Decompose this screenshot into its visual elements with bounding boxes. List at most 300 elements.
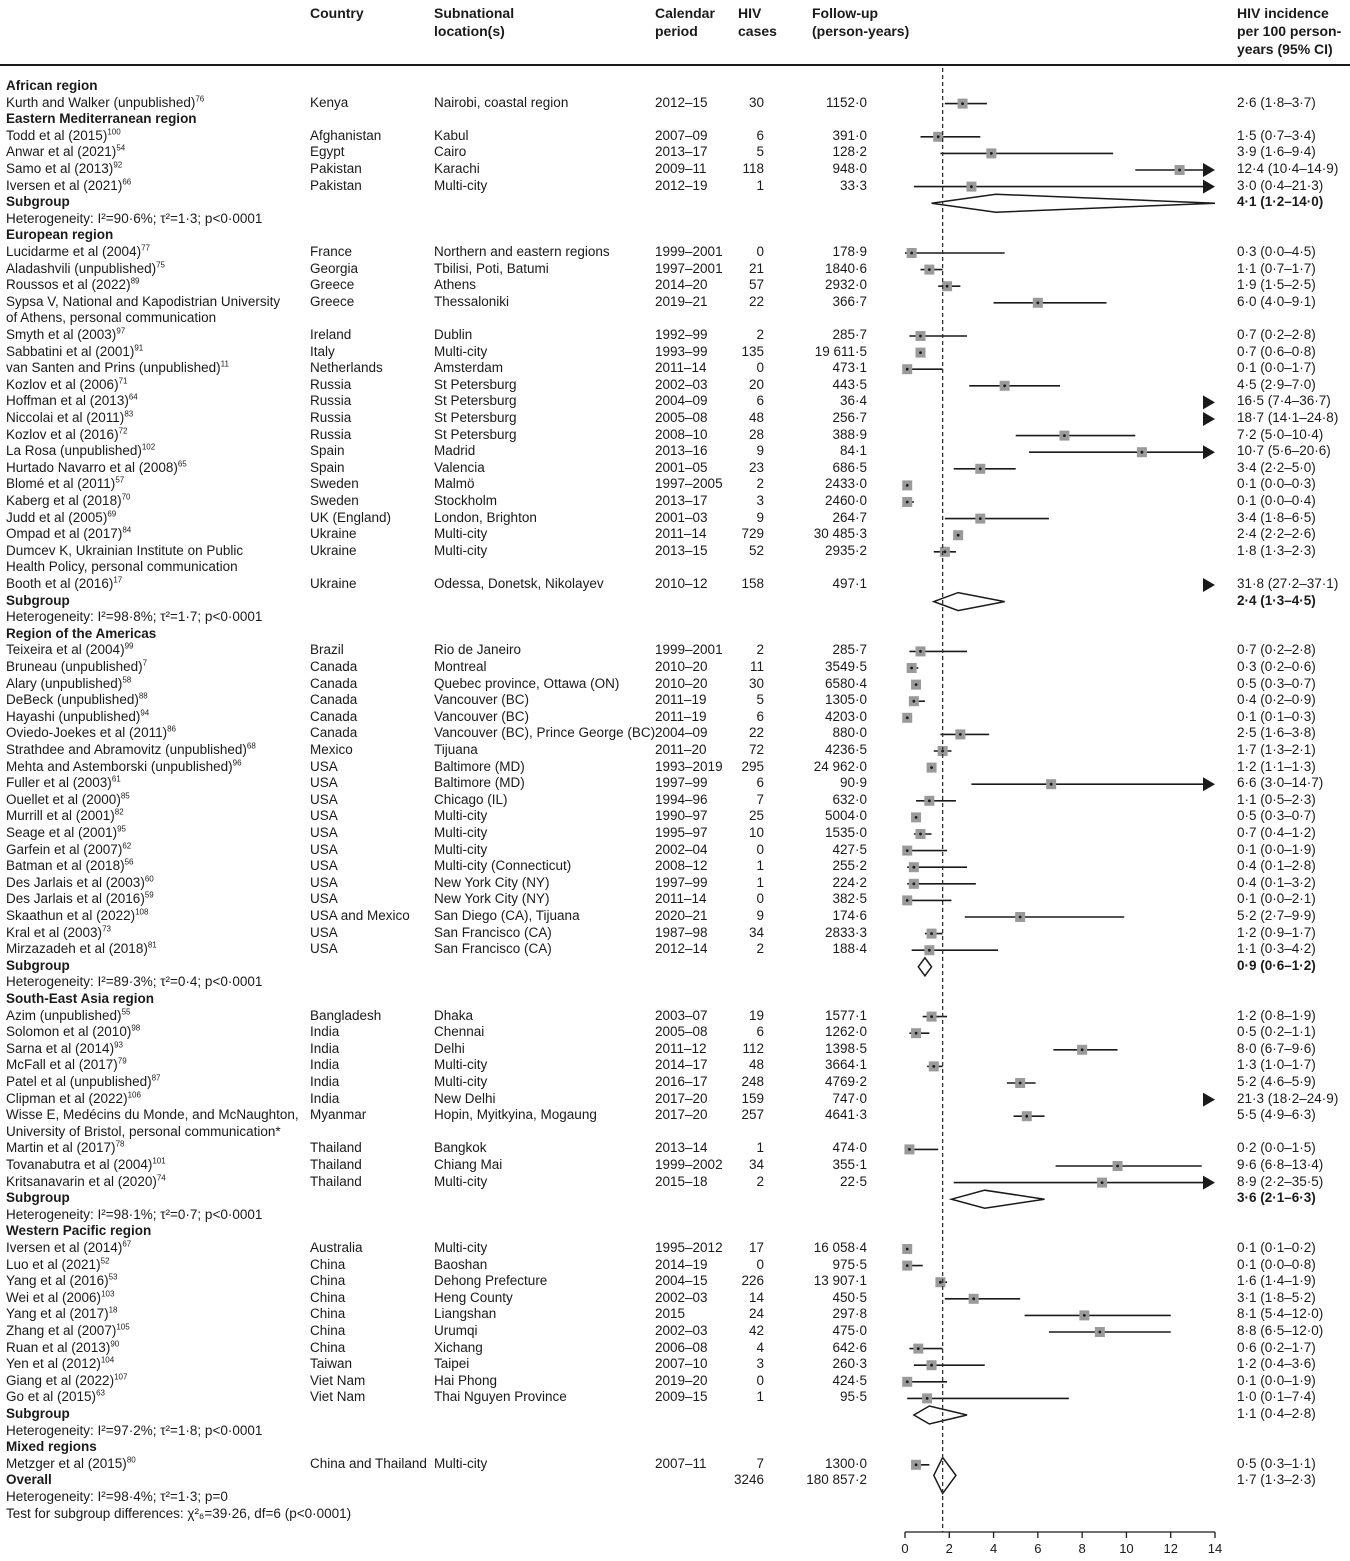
study-location: Multi-city	[434, 1074, 488, 1089]
study-country: Thailand	[310, 1157, 362, 1172]
section-title: African region	[6, 78, 98, 93]
ci-overflow-arrow	[1203, 777, 1215, 791]
section-title: European region	[6, 227, 114, 243]
study-cases: 6	[756, 1024, 764, 1040]
study-period: 2012–19	[655, 177, 708, 193]
study-period: 2012–14	[655, 941, 708, 957]
study-reference: 78	[115, 1139, 125, 1149]
point-estimate-dot	[906, 1248, 909, 1251]
study-name: Ompad et al $(2017)^{84}$	[6, 525, 132, 542]
study-reference: 70	[121, 492, 131, 502]
subgroup-label: Subgroup	[6, 957, 70, 973]
study-location: Urumqi	[434, 1323, 478, 1338]
study-country: Myanmar	[310, 1107, 367, 1123]
study-person-years: 84·1	[839, 443, 867, 459]
section-title: Mixed regions	[6, 1439, 97, 1455]
study-period: 1995–2012	[655, 1240, 723, 1255]
heterogeneity-text: Heterogeneity: I²=89·3%; τ²=0·4; p<0·0001	[6, 974, 263, 990]
study-period: 1997–2001	[655, 260, 723, 276]
study-name: Kral et al $(2003)^{73}$	[6, 924, 111, 940]
study-cases: 17	[748, 1240, 764, 1255]
study-location: St Petersburg	[434, 410, 517, 425]
study-person-years: 30 485·3	[813, 526, 867, 542]
study-person-years: 285·7	[832, 642, 867, 658]
point-estimate-dot	[930, 1364, 933, 1367]
study-period: 2007–09	[655, 127, 708, 143]
study-person-years: 474·0	[832, 1140, 867, 1156]
study-reference: 94	[140, 708, 150, 718]
study-person-years: 4236·5	[824, 742, 867, 757]
study-period: 2014–19	[655, 1256, 708, 1272]
study-location: Xichang	[434, 1339, 483, 1355]
study-name: Kozlov et al $(2016)^{72}$	[6, 426, 128, 442]
study-country: Afghanistan	[310, 127, 382, 143]
study-name: Hoffman et al $(2013)^{64}$	[6, 392, 138, 409]
study-location: Tijuana	[434, 742, 478, 757]
study-country: USA	[310, 841, 338, 857]
study-country: Viet Nam	[310, 1372, 366, 1388]
study-country: China	[310, 1339, 346, 1355]
study-reference: 63	[96, 1388, 105, 1398]
study-cases: 14	[748, 1289, 764, 1305]
study-period: 2009–11	[655, 161, 707, 176]
point-estimate-dot	[912, 882, 915, 885]
point-estimate-dot	[915, 683, 918, 686]
study-incidence-ci: 0·1 (0·0–1·7)	[1237, 360, 1316, 376]
study-reference: 77	[141, 243, 150, 253]
study-country: Spain	[310, 443, 345, 459]
point-estimate-dot	[943, 550, 946, 553]
study-person-years: 255·2	[832, 858, 867, 874]
study-location: Bangkok	[434, 1140, 487, 1156]
study-incidence-ci: 0·1 (0·0–1·9)	[1237, 1372, 1316, 1388]
study-incidence-ci: 6·0 (4·0–9·1)	[1237, 293, 1316, 309]
x-tick-label: 12	[1163, 1541, 1178, 1556]
study-cases: 19	[748, 1007, 764, 1023]
study-incidence-ci: 21·3 (18·2–24·9)	[1237, 1090, 1339, 1106]
study-location: New Delhi	[434, 1090, 496, 1106]
study-person-years: 3664·1	[824, 1057, 867, 1073]
study-cases: 22	[748, 725, 764, 741]
ci-overflow-arrow	[1203, 445, 1215, 459]
study-country: USA	[310, 924, 338, 940]
study-person-years: 174·6	[832, 908, 867, 923]
study-period: 2011–14	[655, 891, 707, 907]
study-cases: 0	[756, 891, 764, 907]
study-incidence-ci: 18·7 (14·1–24·8)	[1237, 410, 1339, 425]
x-tick-label: 10	[1119, 1541, 1134, 1556]
ci-overflow-arrow	[1203, 163, 1215, 177]
subgroup-incidence-ci: 2·4 (1·3–4·5)	[1237, 592, 1316, 608]
study-person-years: 948·0	[832, 161, 867, 176]
study-person-years: 388·9	[832, 426, 867, 442]
study-person-years: 473·1	[832, 360, 867, 376]
study-country: China and Thailand	[310, 1455, 427, 1471]
study-name: Sabbatini et al $(2001)^{91}$	[6, 343, 144, 359]
study-person-years: 2833·3	[824, 924, 867, 940]
study-person-years: 382·5	[832, 891, 867, 907]
study-name: Sarna et al $(2014)^{93}$	[6, 1040, 123, 1056]
study-country: USA	[310, 858, 338, 874]
study-reference: 92	[113, 160, 123, 170]
study-name: Dumcev K, Ukrainian Institute on Public	[6, 542, 244, 558]
study-person-years: 686·5	[832, 459, 867, 475]
study-period: 2002–03	[655, 376, 708, 392]
study-person-years: 90·9	[839, 775, 867, 791]
study-location: Rio de Janeiro	[434, 642, 522, 658]
study-name: Blomé et al $(2011)^{57}$	[6, 475, 125, 492]
study-incidence-ci: 8·8 (6·5–12·0)	[1237, 1323, 1324, 1338]
section-title: Western Pacific region	[6, 1223, 152, 1239]
study-location: Multi-city	[434, 1240, 488, 1255]
study-location: Baoshan	[434, 1256, 488, 1272]
study-period: 1997–2005	[655, 476, 723, 492]
study-country: UK (England)	[310, 509, 392, 525]
study-reference: 93	[114, 1040, 123, 1050]
study-name: Kaberg et al $(2018)^{70}$	[6, 492, 131, 508]
header-period: Calendar period	[655, 5, 715, 39]
study-incidence-ci: 0·3 (0·0–4·5)	[1237, 244, 1316, 259]
subgroup-label: Subgroup	[6, 1406, 70, 1421]
point-estimate-dot	[961, 102, 964, 105]
study-incidence-ci: 3·1 (1·8–5·2)	[1237, 1289, 1316, 1305]
point-estimate-dot	[906, 899, 909, 902]
study-location: Tbilisi, Poti, Batumi	[434, 260, 549, 276]
study-cases: 257	[741, 1107, 764, 1123]
study-reference: 96	[232, 758, 242, 768]
study-period: 1993–2019	[655, 758, 723, 774]
study-location: Vancouver (BC)	[434, 692, 530, 708]
study-location: Dhaka	[434, 1007, 474, 1023]
study-location: Vancouver (BC)	[434, 708, 530, 724]
study-period: 2013–17	[655, 493, 708, 508]
point-estimate-dot	[972, 1297, 975, 1300]
point-estimate-dot	[906, 849, 909, 852]
study-name: Lucidarme et al $(2004)^{77}$	[6, 243, 150, 259]
study-cases: 6	[756, 708, 764, 724]
point-estimate-dot	[928, 268, 931, 271]
x-tick-label: 4	[989, 1541, 998, 1556]
study-reference: 90	[110, 1339, 120, 1349]
study-reference: 65	[177, 459, 187, 469]
study-incidence-ci: 1·6 (1·4–1·9)	[1237, 1273, 1316, 1289]
point-estimate-dot	[1141, 451, 1144, 454]
study-person-years: 450·5	[832, 1289, 867, 1305]
study-location: San Diego (CA), Tijuana	[434, 908, 580, 923]
study-period: 1997–99	[655, 775, 708, 791]
study-incidence-ci: 5·5 (4·9–6·3)	[1237, 1107, 1316, 1123]
study-name-continued: of Athens, personal communication	[6, 310, 217, 326]
study-location: Multi-city	[434, 177, 488, 193]
study-incidence-ci: 1·2 (1·1–1·3)	[1237, 758, 1316, 774]
point-estimate-dot	[1036, 301, 1039, 304]
study-reference: 107	[114, 1372, 128, 1382]
study-name: Aladashvili (unpublished)$^{75}$	[6, 260, 165, 276]
study-reference: 74	[156, 1173, 166, 1183]
study-incidence-ci: 1·1 (0·3–4·2)	[1237, 941, 1316, 957]
overall-incidence-ci: 1·7 (1·3–2·3)	[1237, 1472, 1316, 1488]
study-person-years: 355·1	[832, 1157, 867, 1172]
study-reference: 91	[134, 343, 144, 353]
point-estimate-dot	[957, 534, 960, 537]
study-country: Brazil	[310, 642, 344, 658]
study-period: 1994–96	[655, 791, 708, 807]
study-location: Amsterdam	[434, 360, 504, 376]
study-cases: 2	[756, 642, 764, 658]
study-country: Viet Nam	[310, 1389, 366, 1405]
study-country: Netherlands	[310, 360, 383, 376]
study-person-years: 747·0	[832, 1090, 867, 1106]
study-incidence-ci: 0·1 (0·0–0·3)	[1237, 476, 1316, 492]
study-name: Kritsanavarin et al $(2020)^{74}$	[6, 1173, 166, 1189]
study-location: Thessaloniki	[434, 293, 510, 309]
study-period: 2013–16	[655, 443, 708, 459]
study-reference: 86	[167, 724, 176, 734]
study-incidence-ci: 3·0 (0·4–21·3)	[1237, 177, 1324, 193]
study-person-years: 24 962·0	[813, 758, 867, 774]
study-country: Georgia	[310, 260, 359, 276]
study-country: Russia	[310, 376, 352, 392]
x-tick-label: 2	[945, 1541, 953, 1556]
point-estimate-dot	[910, 252, 913, 255]
study-cases: 48	[748, 410, 764, 425]
study-location: Heng County	[434, 1289, 513, 1305]
point-estimate-dot	[937, 135, 940, 138]
study-period: 2004–15	[655, 1273, 708, 1289]
study-country: USA	[310, 808, 338, 824]
study-period: 2011–14	[655, 360, 707, 376]
study-incidence-ci: 0·1 (0·0–0·8)	[1237, 1256, 1316, 1272]
study-person-years: 6580·4	[824, 675, 867, 691]
study-name: Yen et al $(2012)^{104}$	[6, 1355, 115, 1372]
point-estimate-dot	[930, 932, 933, 935]
study-incidence-ci: 0·7 (0·2–2·8)	[1237, 327, 1316, 342]
study-reference: 79	[117, 1056, 127, 1066]
study-name: Ruan et al $(2013)^{90}$	[6, 1339, 120, 1355]
study-name: Roussos et al $(2022)^{89}$	[6, 276, 140, 293]
study-location: New York City (NY)	[434, 874, 550, 890]
study-reference: 75	[156, 260, 165, 270]
study-incidence-ci: 9·6 (6·8–13·4)	[1237, 1157, 1324, 1172]
heterogeneity-text: Test for subgroup differences: χ²₆=39·26, df=6 (p<0·0001)	[6, 1505, 352, 1521]
study-cases: 7	[756, 791, 764, 807]
study-incidence-ci: 1·5 (0·7–3·4)	[1237, 127, 1316, 143]
study-incidence-ci: 8·0 (6·7–9·6)	[1237, 1040, 1316, 1056]
heterogeneity-text: Heterogeneity: I²=98·1%; τ²=0·7; p<0·0001	[6, 1206, 263, 1222]
subgroup-diamond	[932, 194, 1215, 212]
study-name: Iversen et al $(2014)^{67}$	[6, 1239, 132, 1255]
study-name-continued: University of Bristol, personal communication*	[6, 1123, 281, 1139]
study-cases: 1	[756, 177, 764, 193]
study-cases: 9	[756, 443, 764, 459]
study-cases: 4	[756, 1339, 764, 1355]
study-cases: 5	[756, 144, 764, 160]
study-country: Italy	[310, 343, 335, 359]
study-country: Thailand	[310, 1173, 362, 1189]
study-incidence-ci: 6·6 (3·0–14·7)	[1237, 775, 1324, 791]
study-location: Kabul	[434, 127, 469, 143]
study-period: 2015	[655, 1306, 686, 1322]
point-estimate-dot	[919, 335, 922, 338]
section-title: Region of the Americas	[6, 625, 157, 641]
point-estimate-dot	[919, 833, 922, 836]
study-location: Dehong Prefecture	[434, 1273, 548, 1289]
point-estimate-dot	[926, 1397, 929, 1400]
study-country: Greece	[310, 293, 355, 309]
study-incidence-ci: 7·2 (5·0–10·4)	[1237, 426, 1324, 442]
study-reference: 97	[116, 326, 126, 336]
study-person-years: 632·0	[832, 791, 867, 807]
heterogeneity-text: Heterogeneity: I²=98·4%; τ²=1·3; p=0	[6, 1489, 228, 1504]
study-name: Kurth and Walker (unpublished)$^{76}$	[6, 94, 205, 110]
x-tick-label: 14	[1207, 1541, 1223, 1556]
study-name: Hurtado Navarro et al $(2008)^{65}$	[6, 459, 187, 475]
study-cases: 7	[756, 1455, 764, 1471]
study-cases: 6	[756, 775, 764, 791]
study-incidence-ci: 0·5 (0·3–1·1)	[1237, 1455, 1316, 1471]
study-person-years: 5004·0	[824, 808, 867, 824]
study-cases: 9	[756, 908, 764, 923]
study-period: 2019–21	[655, 293, 708, 309]
study-country: Russia	[310, 410, 352, 425]
study-cases: 42	[748, 1323, 764, 1338]
study-cases: 0	[756, 841, 764, 857]
study-country: Australia	[310, 1240, 363, 1255]
subgroup-incidence-ci: 3·6 (2·1–6·3)	[1237, 1190, 1316, 1206]
study-incidence-ci: 4·5 (2·9–7·0)	[1237, 376, 1316, 392]
study-person-years: 260·3	[832, 1356, 867, 1372]
study-incidence-ci: 16·5 (7·4–36·7)	[1237, 393, 1331, 409]
heterogeneity-text: Heterogeneity: I²=98·8%; τ²=1·7; p<0·0001	[6, 609, 263, 625]
study-country: Canada	[310, 675, 358, 691]
study-country: USA	[310, 791, 338, 807]
study-name: Des Jarlais et al $(2016)^{59}$	[6, 890, 154, 907]
study-name: Murrill et al $(2001)^{82}$	[6, 807, 124, 824]
study-reference: 69	[107, 509, 117, 519]
study-person-years: 285·7	[832, 327, 867, 342]
x-tick-label: 8	[1078, 1541, 1086, 1556]
study-country: France	[310, 244, 353, 259]
study-reference: 68	[246, 741, 256, 751]
section-title: South-East Asia region	[6, 991, 155, 1006]
study-cases: 112	[742, 1040, 764, 1056]
study-cases: 5	[756, 692, 764, 708]
study-location: Athens	[434, 277, 477, 293]
study-country: USA	[310, 775, 338, 791]
study-period: 2007–10	[655, 1356, 708, 1372]
study-person-years: 1535·0	[824, 825, 867, 840]
header-cases: HIV cases	[738, 5, 777, 39]
study-period: 2010–12	[655, 576, 708, 591]
study-location: St Petersburg	[434, 393, 517, 409]
study-location: Quebec province, Ottawa (ON)	[434, 675, 620, 691]
study-name: DeBeck (unpublished)$^{88}$	[6, 691, 148, 708]
study-incidence-ci: 5·2 (2·7–9·9)	[1237, 908, 1316, 923]
study-person-years: 22·5	[839, 1173, 867, 1189]
point-estimate-dot	[915, 1032, 918, 1035]
subgroup-diamond	[934, 593, 1005, 611]
study-country: China	[310, 1323, 346, 1338]
study-cases: 6	[756, 393, 764, 409]
study-country: Canada	[310, 692, 358, 708]
study-period: 2004–09	[655, 725, 708, 741]
study-country: Sweden	[310, 493, 359, 508]
point-estimate-dot	[917, 1347, 920, 1350]
point-estimate-dot	[939, 1281, 942, 1284]
study-reference: 71	[118, 376, 128, 386]
study-cases: 226	[741, 1273, 764, 1289]
study-cases: 3	[756, 1356, 764, 1372]
study-person-years: 256·7	[832, 410, 867, 425]
study-country: Bangladesh	[310, 1007, 382, 1023]
point-estimate-dot	[932, 1065, 935, 1068]
study-person-years: 975·5	[832, 1256, 867, 1272]
study-reference: 76	[195, 94, 205, 104]
study-person-years: 19 611·5	[814, 343, 867, 359]
point-estimate-dot	[906, 1380, 909, 1383]
study-name: Wisse E, Medécins du Monde, and McNaughton,	[6, 1107, 299, 1123]
study-location: Madrid	[434, 443, 476, 459]
study-location: Chicago (IL)	[434, 791, 508, 807]
study-country: Canada	[310, 725, 358, 741]
study-incidence-ci: 5·2 (4·6–5·9)	[1237, 1074, 1316, 1089]
study-reference: 62	[122, 841, 132, 851]
study-cases: 11	[749, 659, 764, 674]
study-name: Booth et al $(2016)^{17}$	[6, 575, 123, 591]
study-period: 2007–11	[655, 1455, 707, 1471]
study-cases: 0	[756, 1256, 764, 1272]
study-cases: 135	[741, 343, 764, 359]
study-cases: 34	[748, 924, 764, 940]
study-incidence-ci: 2·5 (1·6–3·8)	[1237, 725, 1316, 741]
study-cases: 118	[742, 161, 764, 176]
point-estimate-dot	[946, 285, 949, 288]
study-period: 2013–17	[655, 144, 708, 160]
study-reference: 18	[108, 1305, 118, 1315]
ci-overflow-arrow	[1203, 1176, 1215, 1190]
study-cases: 2	[756, 327, 764, 342]
study-incidence-ci: 1·2 (0·9–1·7)	[1237, 924, 1316, 940]
study-reference: 108	[135, 907, 149, 917]
study-reference: 72	[118, 426, 128, 436]
study-incidence-ci: 1·1 (0·7–1·7)	[1237, 260, 1316, 276]
study-location: Multi-city	[434, 1057, 488, 1073]
study-period: 1987–98	[655, 924, 708, 940]
heterogeneity-text: Heterogeneity: I²=90·6%; τ²=1·3; p<0·0001	[6, 210, 263, 226]
study-name: Mehta and Astemborski (unpublished)$^{96}$	[6, 758, 242, 774]
point-estimate-dot	[1083, 1314, 1086, 1317]
study-location: Montreal	[434, 659, 487, 674]
study-incidence-ci: 8·1 (5·4–12·0)	[1237, 1306, 1324, 1322]
study-reference: 53	[108, 1272, 118, 1282]
study-name: Go et al $(2015)^{63}$	[6, 1388, 105, 1405]
study-country: Taiwan	[310, 1356, 353, 1372]
point-estimate-dot	[919, 351, 922, 354]
study-person-years: 497·1	[832, 576, 867, 591]
study-country: USA	[310, 891, 338, 907]
study-reference: 88	[138, 691, 148, 701]
study-country: Sweden	[310, 476, 359, 492]
study-period: 2011–14	[655, 526, 707, 542]
study-reference: 102	[141, 442, 156, 452]
study-reference: 89	[130, 276, 140, 286]
study-incidence-ci: 1·2 (0·8–1·9)	[1237, 1007, 1316, 1023]
header-incidence: HIV incidence per 100 person- years (95% CI)	[1237, 5, 1342, 57]
study-location: Nairobi, coastal region	[434, 94, 569, 110]
study-reference: 100	[107, 127, 121, 137]
point-estimate-dot	[990, 152, 993, 155]
study-person-years: 1398·5	[824, 1040, 867, 1056]
